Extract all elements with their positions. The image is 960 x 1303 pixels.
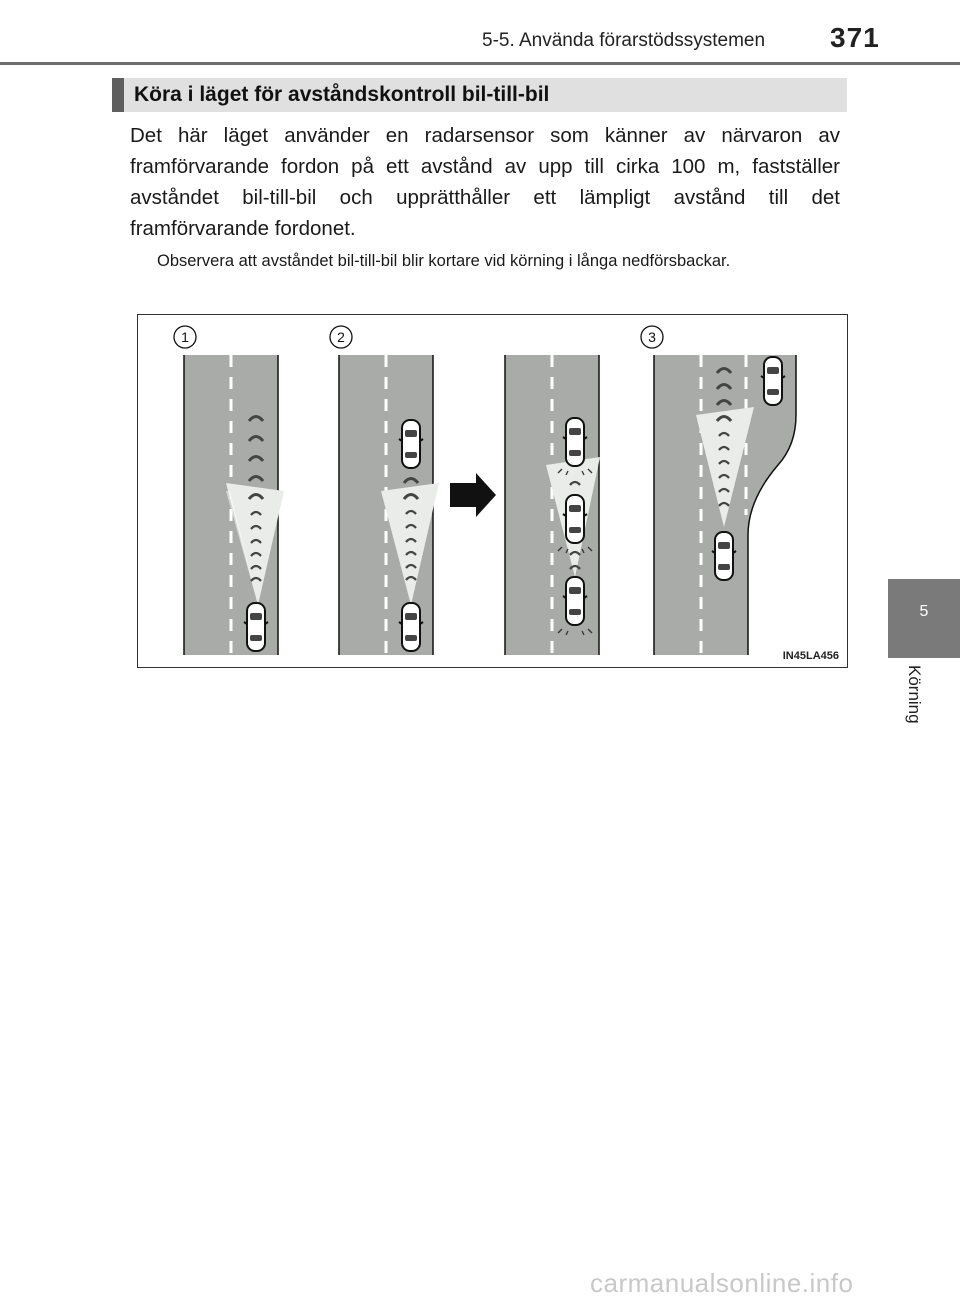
body-paragraph: Det här läget använder en radarsensor som känner av närvaron av framförvarande fordon på ett avstånd av upp till cirka 100 m, fastställer avståndet bil-till-bil och upprätthåller ett lämpligt avstånd till det framförvarande fordonet. xyxy=(130,124,840,240)
figure-label-1-text: 1 xyxy=(181,329,189,345)
section-heading xyxy=(112,78,847,112)
road-scene-2b xyxy=(505,355,600,655)
header-section-title: 5-5. Använda förarstödssystemen xyxy=(482,30,766,51)
figure-label-2-text: 2 xyxy=(337,329,345,345)
road-scene-2 xyxy=(339,355,439,655)
section-heading-text: Köra i läget för avståndskontroll bil-till-bil xyxy=(134,83,550,106)
figure-code: IN45LA456 xyxy=(782,650,839,662)
figure-label-2 xyxy=(330,326,352,348)
chapter-title: Körning xyxy=(905,665,924,724)
chapter-tab xyxy=(888,579,960,658)
transition-arrow xyxy=(450,473,496,517)
radar-illustration-drawing xyxy=(138,315,847,667)
figure-label-3-text: 3 xyxy=(648,329,656,345)
header-rule xyxy=(0,62,960,65)
figure-label-3 xyxy=(641,326,663,348)
figure-label-1 xyxy=(174,326,196,348)
road-scene-1 xyxy=(184,355,284,655)
footer-watermark: carmanualsonline.info xyxy=(590,1268,854,1298)
chapter-number: 5 xyxy=(919,603,929,620)
radar-illustration xyxy=(137,314,848,668)
page-number: 371 xyxy=(830,22,880,53)
note-paragraph: Observera att avståndet bil-till-bil blir kortare vid körning i långa nedförsbackar. xyxy=(157,252,731,270)
road-scene-3 xyxy=(654,355,796,655)
